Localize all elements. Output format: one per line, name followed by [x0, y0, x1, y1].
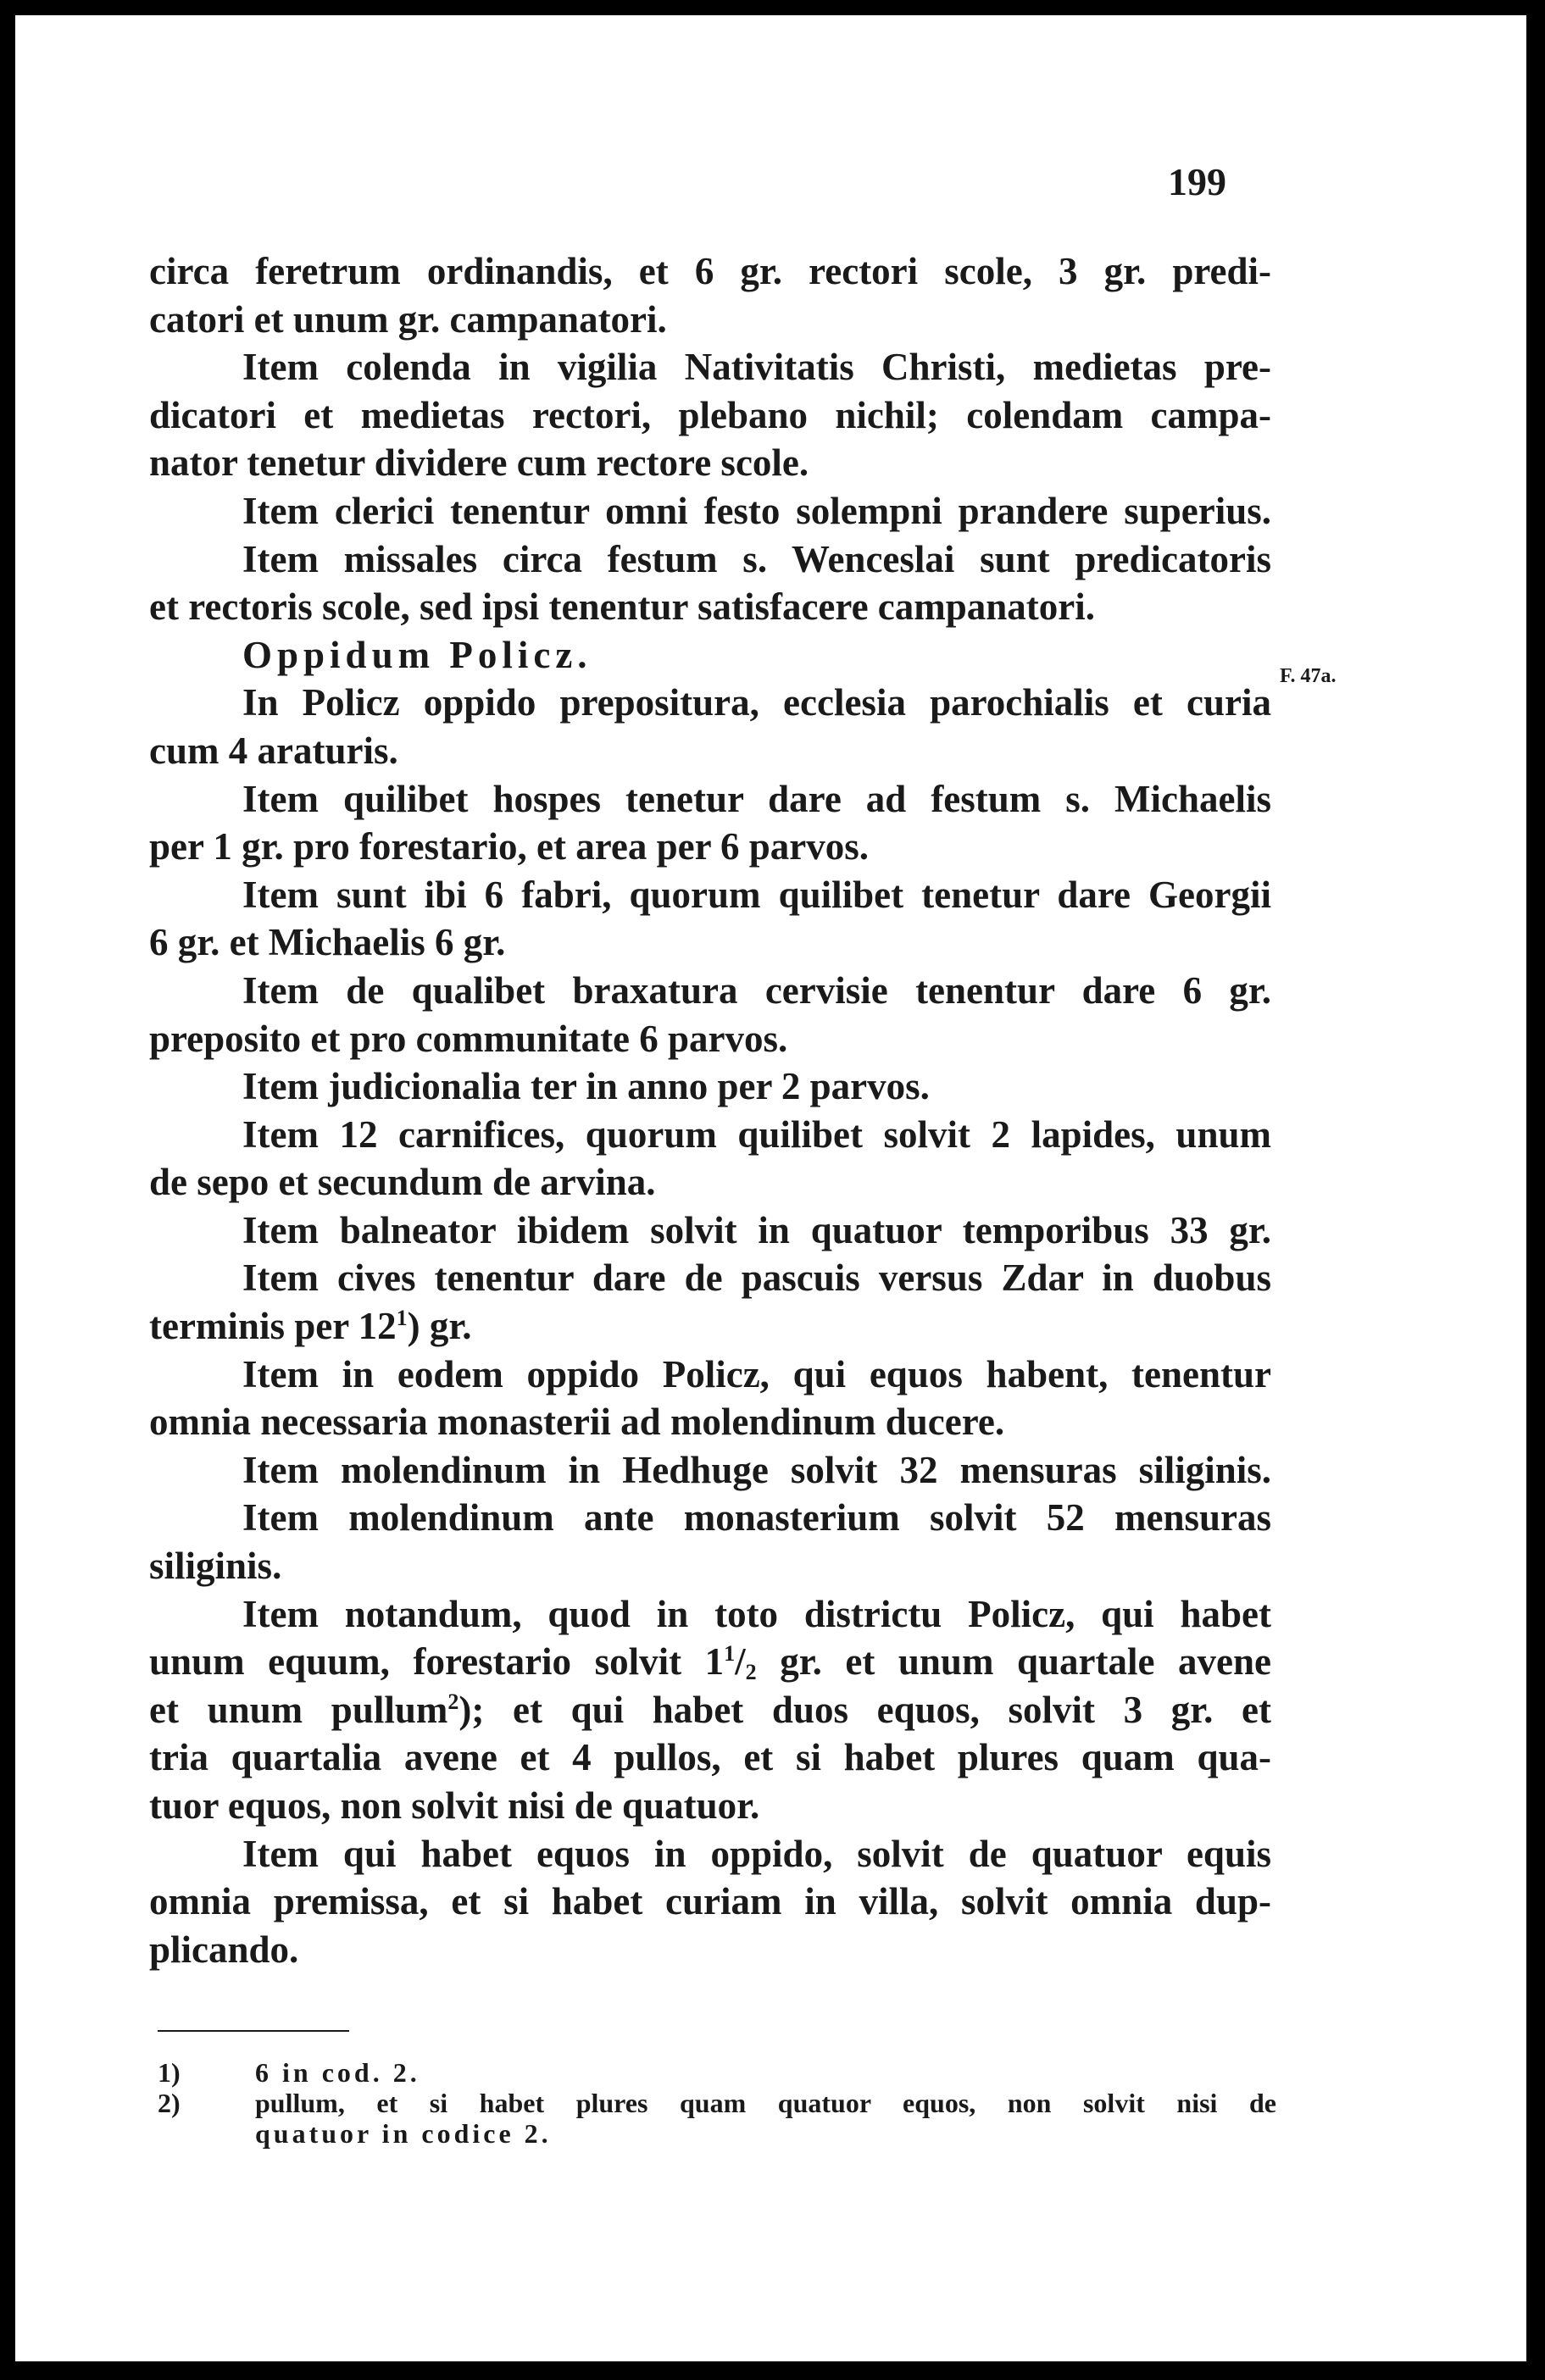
text-line: Item balneator ibidem solvit in quatuor temporibus 33 gr.	[242, 1208, 1271, 1251]
text-line: Item notandum, quod in toto districtu Policz, qui habet	[242, 1592, 1271, 1635]
text-line: plicando.	[149, 1928, 299, 1971]
text-line: nator tenetur dividere cum rectore scole.	[149, 441, 809, 485]
text-line: dicatori et medietas rectori, plebano nichil; colendam campa-	[149, 393, 1271, 436]
footnote-marker: 1)	[158, 2057, 181, 2088]
footnote-ref-1: 1	[396, 1306, 408, 1331]
text-line: tria quartalia avene et 4 pullos, et si habet plures quam qua-	[149, 1736, 1271, 1779]
fraction-denominator: 2	[745, 1660, 757, 1685]
footnote-2: 2) pullum, et si habet plures quam quatuor equos, non solvit nisi de	[158, 2088, 1276, 2118]
text-line: tuor equos, non solvit nisi de quatuor.	[149, 1784, 760, 1827]
text-line: 6 gr. et Michaelis 6 gr.	[149, 921, 506, 964]
text-line: Item qui habet equos in oppido, solvit de quatuor equis	[242, 1832, 1271, 1875]
text-line: Item molendinum in Hedhuge solvit 32 mensuras siliginis.	[242, 1448, 1271, 1491]
footnote-marker: 2)	[158, 2088, 181, 2118]
footnote-1: 1) 6 in cod. 2.	[158, 2057, 420, 2088]
fraction-numerator: 1	[724, 1641, 736, 1667]
text-line: Item molendinum ante monasterium solvit 52 mensuras	[242, 1496, 1271, 1540]
text-line: Item cives tenentur dare de pascuis versus Zdar in duobus	[242, 1257, 1271, 1300]
main-text	[149, 247, 1271, 1973]
text-line: cum 4 araturis.	[149, 729, 398, 772]
footnote-2-continued: quatuor in codice 2.	[255, 2118, 552, 2149]
text-line: unum equum, forestario solvit $1^1/_2$ gr. et unum quartale avene	[149, 1640, 1272, 1685]
scan-border-right	[1526, 0, 1545, 2380]
text-line: Item missales circa festum s. Wenceslai sunt predicatoris	[242, 537, 1271, 580]
text-line: circa feretrum ordinandis, et 6 gr. rectori scole, 3 gr. predi-	[149, 250, 1271, 292]
text-line: Item de qualibet braxatura cervisie tenentur dare 6 gr.	[242, 968, 1271, 1012]
text-line: Item judicionalia ter in anno per 2 parvos.	[242, 1065, 930, 1108]
text-line: Item 12 carnifices, quorum quilibet solvit 2 lapides, unum	[242, 1112, 1271, 1156]
text-line: et unum pullum$^2$); et qui habet duos equos, solvit 3 gr. et	[149, 1688, 1271, 1731]
text-line: de sepo et secundum de arvina.	[149, 1161, 656, 1204]
text-line: per 1 gr. pro forestario, et area per 6 parvos.	[149, 825, 870, 868]
footnote-divider	[158, 2030, 349, 2032]
text-line: et rectoris scole, sed ipsi tenentur satisfacere campanatori.	[149, 585, 1096, 629]
footnote-ref-2: 2	[447, 1689, 459, 1714]
text-line: Item clerici tenentur omni festo solempni prandere superius.	[242, 489, 1271, 532]
scan-border-bottom	[0, 2361, 1545, 2380]
marginal-folio-note: F. 47a.	[1280, 665, 1337, 687]
text-line: omnia premissa, et si habet curiam in villa, solvit omnia dup-	[149, 1880, 1271, 1923]
scan-border-left	[0, 0, 15, 2380]
footnotes	[158, 2057, 1276, 2149]
text-line: preposito et pro communitate 6 parvos.	[149, 1017, 788, 1060]
text-line: In Policz oppido prepositura, ecclesia parochialis et curia	[242, 681, 1271, 724]
text-line: catori et unum gr. campanatori.	[149, 297, 667, 341]
page-number: 199	[1168, 160, 1226, 203]
text-line: Item quilibet hospes tenetur dare ad festum s. Michaelis	[242, 777, 1271, 820]
text-line: Item sunt ibi 6 fabri, quorum quilibet tenetur dare Georgii	[242, 873, 1271, 916]
text-line: Item colenda in vigilia Nativitatis Christi, medietas pre-	[242, 346, 1271, 389]
text-line: siliginis.	[149, 1545, 282, 1588]
text-line: Item in eodem oppido Policz, qui equos habent, tenentur	[242, 1352, 1271, 1395]
text-line: terminis per $12^1$) gr.	[149, 1305, 472, 1348]
section-heading: Oppidum Policz.	[242, 633, 592, 676]
scan-border-top	[0, 0, 1545, 15]
text-line: omnia necessaria monasterii ad molendinum ducere.	[149, 1401, 1005, 1444]
